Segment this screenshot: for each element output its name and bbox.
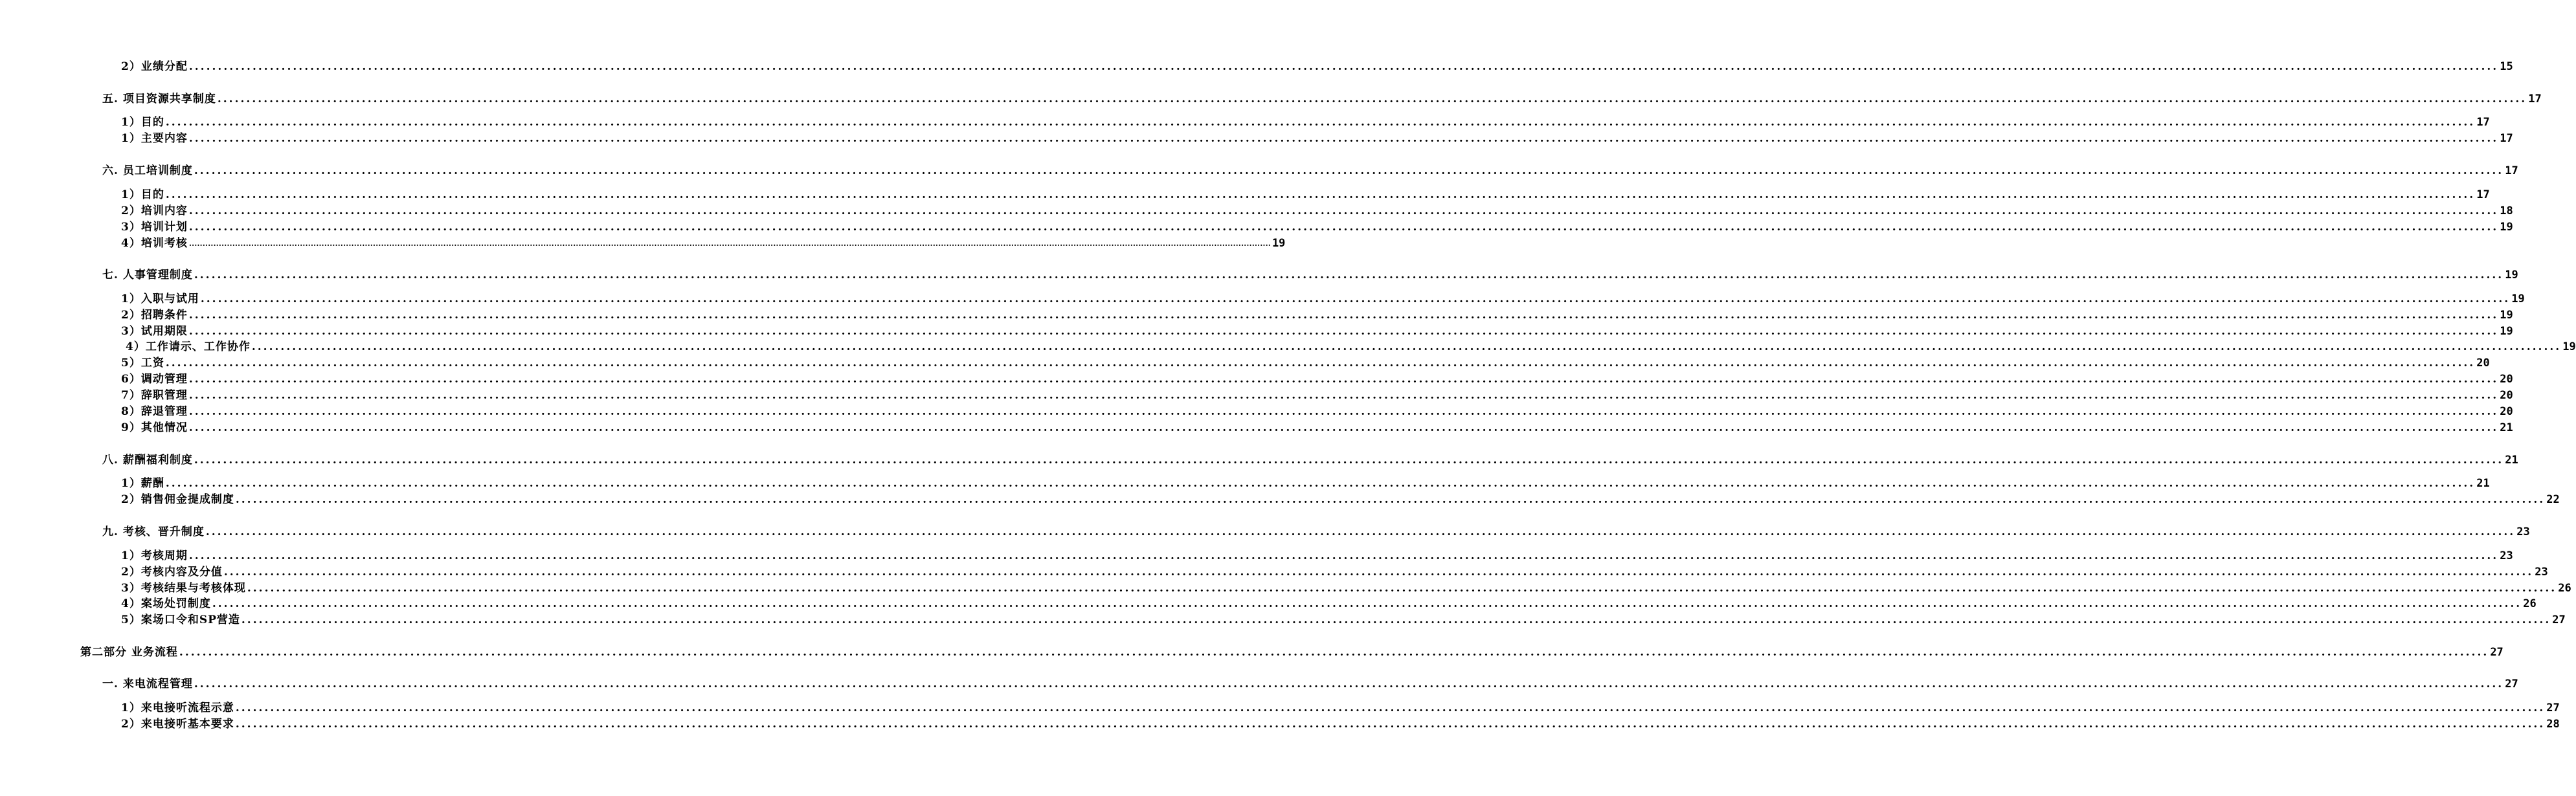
- dot-leader: ................................................................................................................................................................................................................................................................................................................................................................................................................: [235, 493, 2546, 506]
- toc-entry-page: 17: [2500, 132, 2513, 145]
- toc-entry-page: 19: [1271, 237, 1286, 250]
- toc-entry-page: 17: [2476, 188, 2490, 201]
- dot-leader: ................................................................................................................................................................................................................................................................................................................................................................................................................: [194, 164, 2504, 177]
- toc-entry-title: 九. 考核、晋升制度: [102, 525, 205, 538]
- toc-entry-title: 7）辞职管理: [121, 389, 188, 402]
- toc-entry[interactable]: [102, 91, 2542, 106]
- toc-entry-page: 15: [2500, 60, 2513, 73]
- toc-entry-page: 19: [2500, 309, 2513, 322]
- toc-entry[interactable]: [121, 355, 2490, 370]
- dot-leader: ................................................................................................................................................................................................................................................................................................................................................................................................................: [188, 309, 2499, 322]
- toc-entry[interactable]: [121, 307, 2513, 322]
- toc-entry-title: 八. 薪酬福利制度: [102, 454, 193, 467]
- toc-entry-title: 4）工作请示、工作协作: [126, 340, 251, 353]
- toc-entry-title: 5）案场口令和SP营造: [121, 614, 240, 626]
- dot-leader: ................................................................................................................................................................................................................................................................................................................................................................................................................: [188, 205, 2499, 217]
- toc-entry-page: 19: [2505, 269, 2518, 282]
- toc-entry-title: 1）来电接听流程示意: [121, 702, 234, 714]
- toc-entry-title: 五. 项目资源共享制度: [102, 93, 216, 105]
- toc-entry-page: 22: [2546, 493, 2560, 506]
- toc-entry-page: 18: [2500, 205, 2513, 217]
- dot-leader: ................................................................................................................................................................................................................................................................................................................................................................................................................: [200, 293, 2511, 305]
- toc-entry[interactable]: [126, 338, 2576, 354]
- dot-leader: ................................................................................................................................................................................................................................................................................................................................................................................................................: [188, 239, 1271, 248]
- toc-entry-page: 20: [2500, 405, 2513, 418]
- toc-entry-title: 2）培训内容: [121, 205, 188, 217]
- dot-leader: ................................................................................................................................................................................................................................................................................................................................................................................................................: [247, 582, 2557, 595]
- toc-entry-page: 28: [2546, 718, 2560, 731]
- dot-leader: ................................................................................................................................................................................................................................................................................................................................................................................................................: [188, 373, 2499, 386]
- dot-leader: ................................................................................................................................................................................................................................................................................................................................................................................................................: [179, 646, 2489, 659]
- toc-entry-page: 27: [2505, 678, 2518, 691]
- toc-entry-title: 2）销售佣金提成制度: [121, 493, 234, 506]
- toc-entry[interactable]: [121, 130, 2513, 146]
- toc-entry[interactable]: [121, 547, 2513, 563]
- toc-entry[interactable]: [80, 644, 2503, 659]
- toc-entry-page: 21: [2505, 454, 2518, 467]
- toc-entry-title: 1）入职与试用: [121, 293, 199, 305]
- toc-entry[interactable]: [121, 491, 2560, 507]
- dot-leader: ................................................................................................................................................................................................................................................................................................................................................................................................................: [188, 421, 2499, 434]
- toc-entry[interactable]: [121, 186, 2490, 202]
- toc-entry-title: 1）目的: [121, 116, 164, 129]
- toc-entry-page: 20: [2500, 373, 2513, 386]
- dot-leader: ................................................................................................................................................................................................................................................................................................................................................................................................................: [223, 566, 2534, 579]
- toc-entry-page: 19: [2500, 221, 2513, 234]
- dot-leader: ................................................................................................................................................................................................................................................................................................................................................................................................................: [241, 614, 2551, 626]
- toc-entry-page: 19: [2511, 293, 2525, 305]
- toc-entry[interactable]: [121, 580, 2571, 595]
- toc-entry[interactable]: [121, 700, 2560, 715]
- toc-entry-title: 3）考核结果与考核体现: [121, 582, 246, 595]
- dot-leader: ................................................................................................................................................................................................................................................................................................................................................................................................................: [194, 269, 2504, 282]
- toc-entry[interactable]: [121, 58, 2513, 74]
- dot-leader: ................................................................................................................................................................................................................................................................................................................................................................................................................: [217, 93, 2527, 105]
- dot-leader: ................................................................................................................................................................................................................................................................................................................................................................................................................: [251, 340, 2562, 353]
- toc-entry[interactable]: [121, 403, 2513, 419]
- toc-entry-title: 3）试用期限: [121, 325, 188, 338]
- toc-entry-title: 六. 员工培训制度: [102, 164, 193, 177]
- dot-leader: ................................................................................................................................................................................................................................................................................................................................................................................................................: [188, 405, 2499, 418]
- dot-leader: ................................................................................................................................................................................................................................................................................................................................................................................................................: [165, 477, 2476, 490]
- toc-entry[interactable]: [121, 323, 2513, 338]
- toc-entry[interactable]: [121, 387, 2513, 403]
- toc-entry[interactable]: [102, 267, 2518, 282]
- toc-entry-title: 1）主要内容: [121, 132, 188, 145]
- toc-entry-page: 26: [2523, 597, 2537, 610]
- dot-leader: ................................................................................................................................................................................................................................................................................................................................................................................................................: [165, 188, 2476, 201]
- toc-entry-title: 6）调动管理: [121, 373, 188, 386]
- dot-leader: ................................................................................................................................................................................................................................................................................................................................................................................................................: [194, 454, 2504, 467]
- toc-entry[interactable]: [121, 716, 2560, 731]
- toc-entry-page: 19: [2500, 325, 2513, 338]
- toc-entry-title: 1）考核周期: [121, 549, 188, 562]
- toc-entry-title: 2）来电接听基本要求: [121, 718, 234, 731]
- dot-leader: ................................................................................................................................................................................................................................................................................................................................................................................................................: [188, 60, 2499, 73]
- toc-entry-title: 9）其他情况: [121, 421, 188, 434]
- toc-entry-page: 27: [2490, 646, 2503, 659]
- toc-entry-page: 21: [2500, 421, 2513, 434]
- toc-entry[interactable]: [121, 419, 2513, 435]
- dot-leader: ................................................................................................................................................................................................................................................................................................................................................................................................................: [194, 678, 2504, 691]
- toc-entry-page: 21: [2476, 477, 2490, 490]
- toc-entry-title: 一. 来电流程管理: [102, 678, 193, 691]
- toc-entry-page: 17: [2505, 164, 2518, 177]
- toc-entry-page: 20: [2500, 389, 2513, 402]
- dot-leader: ................................................................................................................................................................................................................................................................................................................................................................................................................: [205, 525, 2516, 538]
- toc-entry[interactable]: [102, 676, 2518, 691]
- toc-entry-title: 8）辞退管理: [121, 405, 188, 418]
- dot-leader: ................................................................................................................................................................................................................................................................................................................................................................................................................: [188, 325, 2499, 338]
- toc-entry-page: 19: [2562, 340, 2576, 353]
- dot-leader: ................................................................................................................................................................................................................................................................................................................................................................................................................: [235, 718, 2546, 731]
- dot-leader: ................................................................................................................................................................................................................................................................................................................................................................................................................: [165, 357, 2476, 370]
- dot-leader: ................................................................................................................................................................................................................................................................................................................................................................................................................: [165, 116, 2476, 129]
- toc-entry-page: 23: [2535, 566, 2548, 579]
- dot-leader: ................................................................................................................................................................................................................................................................................................................................................................................................................: [188, 389, 2499, 402]
- toc-entry-title: 第二部分 业务流程: [80, 646, 178, 659]
- toc-entry-page: 17: [2528, 93, 2542, 105]
- toc-entry[interactable]: [121, 203, 2513, 218]
- toc-entry[interactable]: [121, 475, 2490, 491]
- toc-entry-title: 4）案场处罚制度: [121, 597, 211, 610]
- toc-entry-title: 3）培训计划: [121, 221, 188, 234]
- toc-entry-title: 1）目的: [121, 188, 164, 201]
- toc-entry-title: 2）业绩分配: [121, 60, 188, 73]
- toc-entry-title: 4）培训考核: [121, 237, 188, 250]
- toc-entry-page: 23: [2500, 549, 2513, 562]
- toc-entry-page: 17: [2476, 116, 2490, 129]
- toc-entry[interactable]: [121, 291, 2525, 306]
- toc-entry-page: 27: [2552, 614, 2566, 626]
- toc-entry-title: 5）工资: [121, 357, 164, 370]
- toc-entry[interactable]: [121, 235, 1286, 250]
- toc-entry-page: 27: [2546, 702, 2560, 714]
- toc-entry[interactable]: [121, 564, 2548, 579]
- toc-entry[interactable]: [102, 162, 2518, 178]
- toc-entry[interactable]: [121, 114, 2490, 129]
- toc-entry-title: 2）考核内容及分值: [121, 566, 223, 579]
- toc-entry-page: 20: [2476, 357, 2490, 370]
- toc-entry-title: 1）薪酬: [121, 477, 164, 490]
- toc-entry-title: 七. 人事管理制度: [102, 269, 193, 282]
- toc-entry[interactable]: [121, 595, 2537, 611]
- toc-entry[interactable]: [102, 524, 2530, 539]
- toc-entry[interactable]: [102, 452, 2518, 467]
- toc-entry[interactable]: [121, 219, 2513, 234]
- dot-leader: ................................................................................................................................................................................................................................................................................................................................................................................................................: [188, 132, 2499, 145]
- toc-entry-title: 2）招聘条件: [121, 309, 188, 322]
- toc-entry[interactable]: [121, 371, 2513, 386]
- toc-entry-page: 23: [2516, 525, 2530, 538]
- toc-entry-page: 26: [2558, 582, 2571, 595]
- dot-leader: ................................................................................................................................................................................................................................................................................................................................................................................................................: [235, 702, 2546, 714]
- toc-entry[interactable]: [121, 612, 2566, 627]
- dot-leader: ................................................................................................................................................................................................................................................................................................................................................................................................................: [188, 221, 2499, 234]
- dot-leader: ................................................................................................................................................................................................................................................................................................................................................................................................................: [212, 597, 2522, 610]
- dot-leader: ................................................................................................................................................................................................................................................................................................................................................................................................................: [188, 549, 2499, 562]
